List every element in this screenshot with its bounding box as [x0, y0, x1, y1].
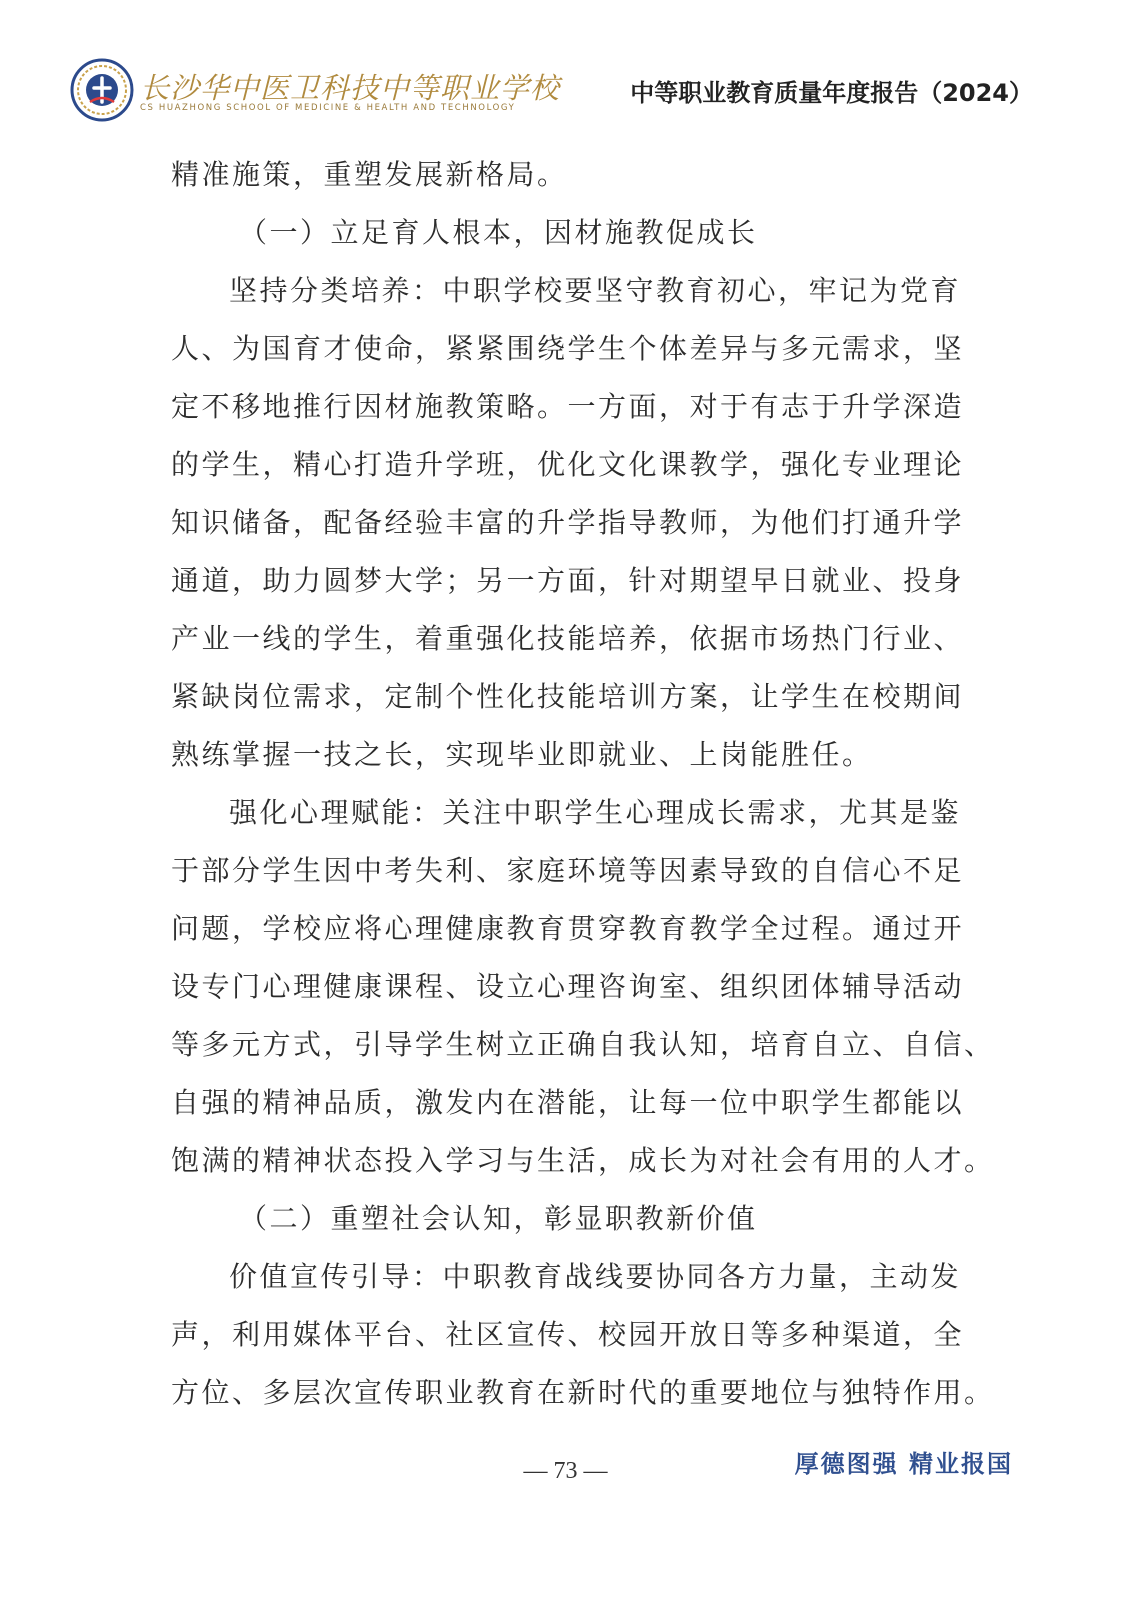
paragraph-line: 产业一线的学生，着重强化技能培养，依据市场热门行业、	[171, 622, 965, 655]
paragraph-line: 紧缺岗位需求，定制个性化技能培训方案，让学生在校期间	[171, 680, 965, 713]
report-title: 中等职业教育质量年度报告（2024）	[630, 79, 1033, 107]
section-heading: （一）立足育人根本，因材施教促成长	[239, 216, 758, 249]
paragraph-line: 的学生，精心打造升学班，优化文化课教学，强化专业理论	[171, 448, 965, 481]
paragraph-line: 坚持分类培养：中职学校要坚守教育初心，牢记为党育	[229, 274, 962, 307]
paragraph-line: 定不移地推行因材施教策略。一方面，对于有志于升学深造	[171, 390, 965, 423]
paragraph-line: 自强的精神品质，激发内在潜能，让每一位中职学生都能以	[171, 1086, 965, 1119]
paragraph-line: 通道，助力圆梦大学；另一方面，针对期望早日就业、投身	[171, 564, 965, 597]
paragraph-line: 声，利用媒体平台、社区宣传、校园开放日等多种渠道，全	[171, 1318, 965, 1351]
school-emblem-icon	[70, 58, 134, 122]
paragraph-line: 强化心理赋能：关注中职学生心理成长需求，尤其是鉴	[229, 796, 962, 829]
paragraph-line: 于部分学生因中考失利、家庭环境等因素导致的自信心不足	[171, 854, 965, 887]
paragraph-line: 价值宣传引导：中职教育战线要协同各方力量，主动发	[229, 1260, 962, 1293]
paragraph-line: 知识储备，配备经验丰富的升学指导教师，为他们打通升学	[171, 506, 965, 539]
school-name-en: CS HUAZHONG SCHOOL OF MEDICINE & HEALTH AND TECHNOLOGY	[140, 103, 516, 113]
paragraph-line: 精准施策，重塑发展新格局。	[171, 158, 568, 191]
paragraph-line: 设专门心理健康课程、设立心理咨询室、组织团体辅导活动	[171, 970, 965, 1003]
section-heading: （二）重塑社会认知，彰显职教新价值	[239, 1202, 758, 1235]
school-name-cn: 长沙华中医卫科技中等职业学校	[140, 71, 561, 105]
paragraph-line: 等多元方式，引导学生树立正确自我认知，培育自立、自信、	[171, 1028, 995, 1061]
footer-motto: 厚德图强 精业报国	[794, 1450, 1013, 1478]
page-header	[0, 0, 1131, 130]
paragraph-line: 问题，学校应将心理健康教育贯穿教育教学全过程。通过开	[171, 912, 965, 945]
paragraph-line: 饱满的精神状态投入学习与生活，成长为对社会有用的人才。	[171, 1144, 995, 1177]
document-body	[171, 146, 995, 1422]
paragraph-line: 方位、多层次宣传职业教育在新时代的重要地位与独特作用。	[171, 1376, 995, 1409]
paragraph-line: 熟练掌握一技之长，实现毕业即就业、上岗能胜任。	[171, 738, 873, 771]
page-number: — 73 —	[523, 1458, 608, 1484]
paragraph-line: 人、为国育才使命，紧紧围绕学生个体差异与多元需求，坚	[171, 332, 965, 365]
